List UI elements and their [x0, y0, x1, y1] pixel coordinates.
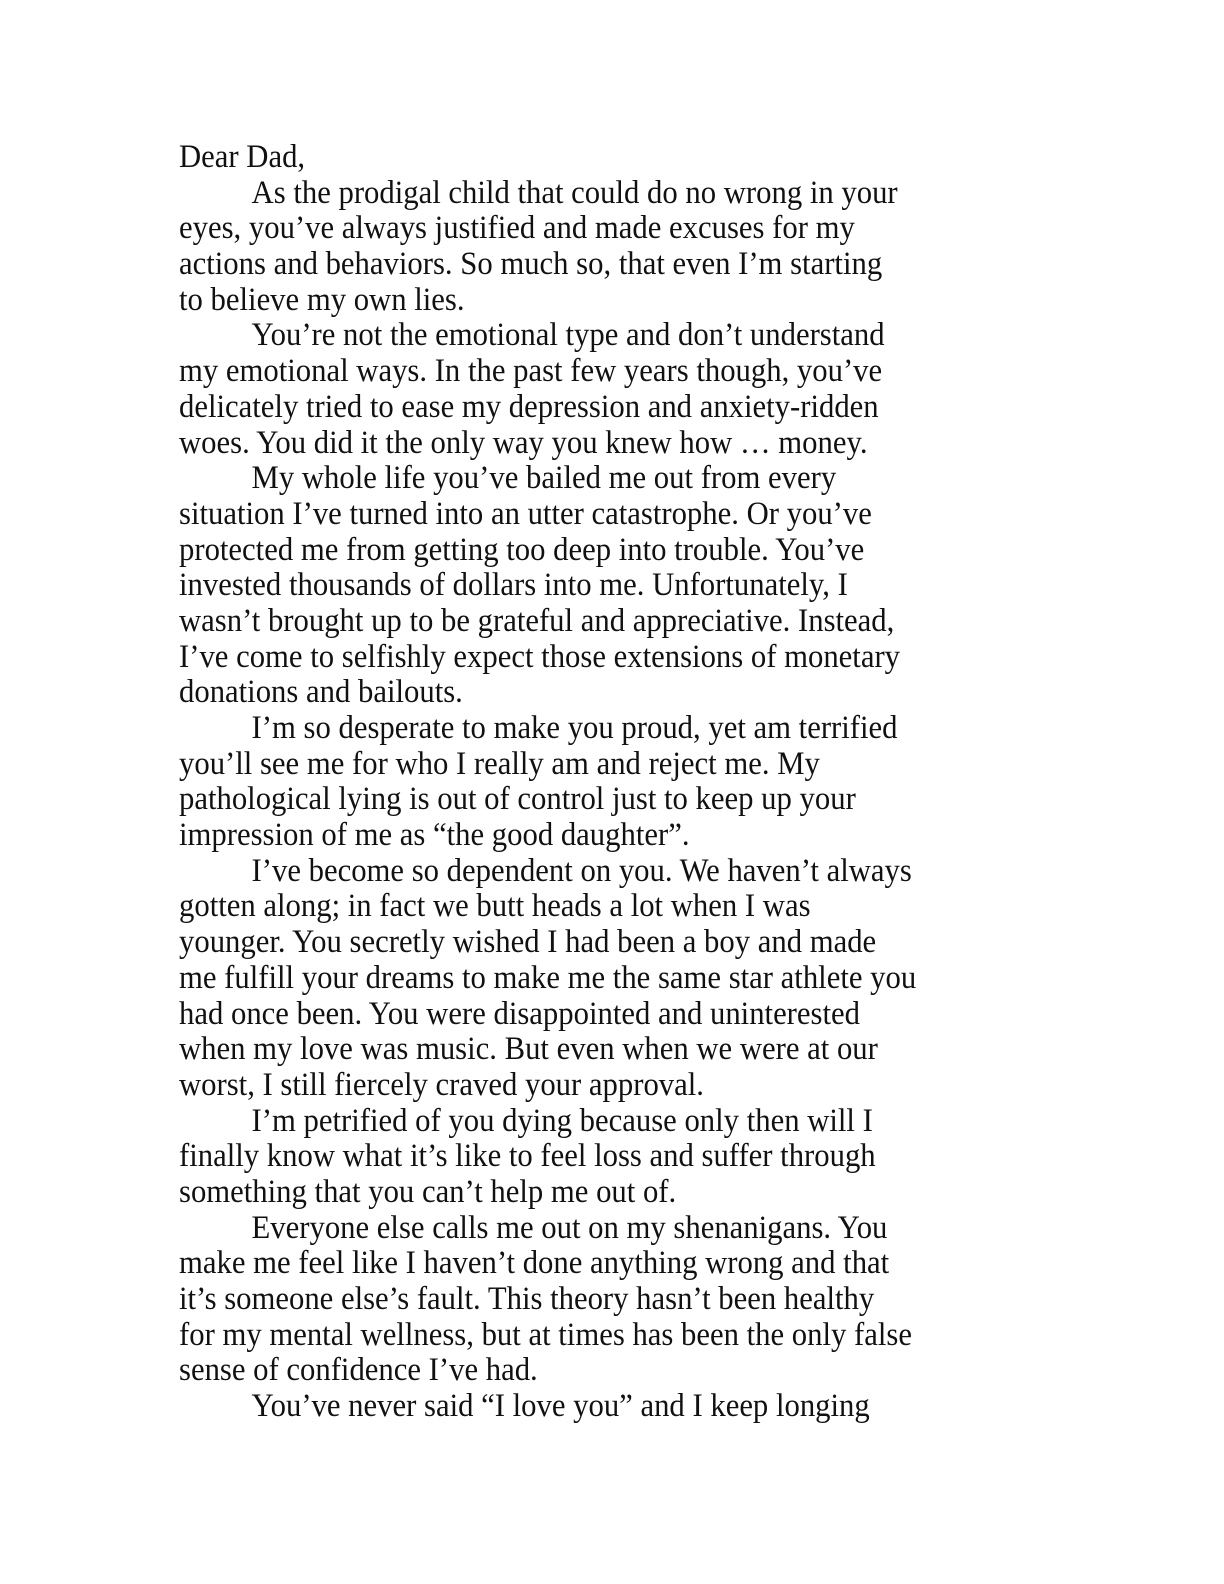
text-line: to believe my own lies. [179, 281, 465, 318]
paragraph-8 [179, 1389, 997, 1425]
text-line: wasn’t brought up to be grateful and appreciative. Instead, [179, 602, 895, 639]
paragraph-2 [179, 318, 997, 461]
text-line: As the prodigal child that could do no wrong in your [251, 174, 898, 211]
text-line: actions and behaviors. So much so, that even I’m starting [179, 246, 883, 283]
text-line: woes. You did it the only way you knew how … money. [179, 424, 868, 461]
text-line: You’ve never said “I love you” and I keep longing [251, 1388, 870, 1425]
text-line: donations and bailouts. [179, 674, 463, 711]
paragraph-6 [179, 1104, 997, 1211]
text-line: pathological lying is out of control just to keep up your [179, 781, 856, 818]
text-line: my emotional ways. In the past few years though, you’ve [179, 353, 883, 390]
text-line: I’ve become so dependent on you. We haven’t always [251, 852, 912, 889]
text-line: Everyone else calls me out on my shenanigans. You [251, 1209, 888, 1246]
paragraph-3 [179, 461, 997, 711]
text-line: it’s someone else’s fault. This theory hasn’t been healthy [179, 1281, 875, 1317]
paragraph-7 [179, 1211, 997, 1389]
text-line: situation I’ve turned into an utter catastrophe. Or you’ve [179, 495, 872, 532]
text-line: me fulfill your dreams to make me the same star athlete you [179, 959, 917, 996]
text-line: I’m petrified of you dying because only then will I [251, 1102, 873, 1139]
text-line: protected me from getting too deep into trouble. You’ve [179, 531, 865, 568]
text-line: when my love was music. But even when we were at our [179, 1031, 878, 1068]
text-line: delicately tried to ease my depression and anxiety-ridden [179, 388, 879, 425]
text-line: My whole life you’ve bailed me out from every [251, 460, 837, 497]
text-line: younger. You secretly wished I had been a boy and made [179, 924, 877, 961]
letter-page [179, 140, 997, 1425]
text-line: I’m so desperate to make you proud, yet am terrified [251, 710, 898, 746]
text-line: something that you can’t help me out of. [179, 1173, 677, 1210]
text-line: worst, I still fiercely craved your approval. [179, 1066, 704, 1103]
text-line: sense of confidence I’ve had. [179, 1352, 538, 1389]
text-line: You’re not the emotional type and don’t understand [251, 317, 885, 354]
text-line: invested thousands of dollars into me. Unfortunately, I [179, 567, 848, 604]
text-line: had once been. You were disappointed and uninterested [179, 995, 860, 1032]
paragraph-4 [179, 711, 997, 854]
paragraph-5 [179, 854, 997, 1104]
text-line: make me feel like I haven’t done anything wrong and that [179, 1245, 890, 1282]
text-line: finally know what it’s like to feel loss and suffer through [179, 1138, 876, 1175]
text-line: eyes, you’ve always justified and made excuses for my [179, 210, 855, 247]
text-line: for my mental wellness, but at times has been the only false [179, 1316, 912, 1353]
salutation: Dear Dad, [179, 139, 306, 175]
paragraph-1 [179, 176, 997, 319]
text-line: I’ve come to selfishly expect those extensions of monetary [179, 638, 901, 675]
text-line: impression of me as “the good daughter”. [179, 817, 690, 854]
text-line: gotten along; in fact we butt heads a lot when I was [179, 888, 811, 925]
text-line: you’ll see me for who I really am and reject me. My [179, 745, 820, 782]
